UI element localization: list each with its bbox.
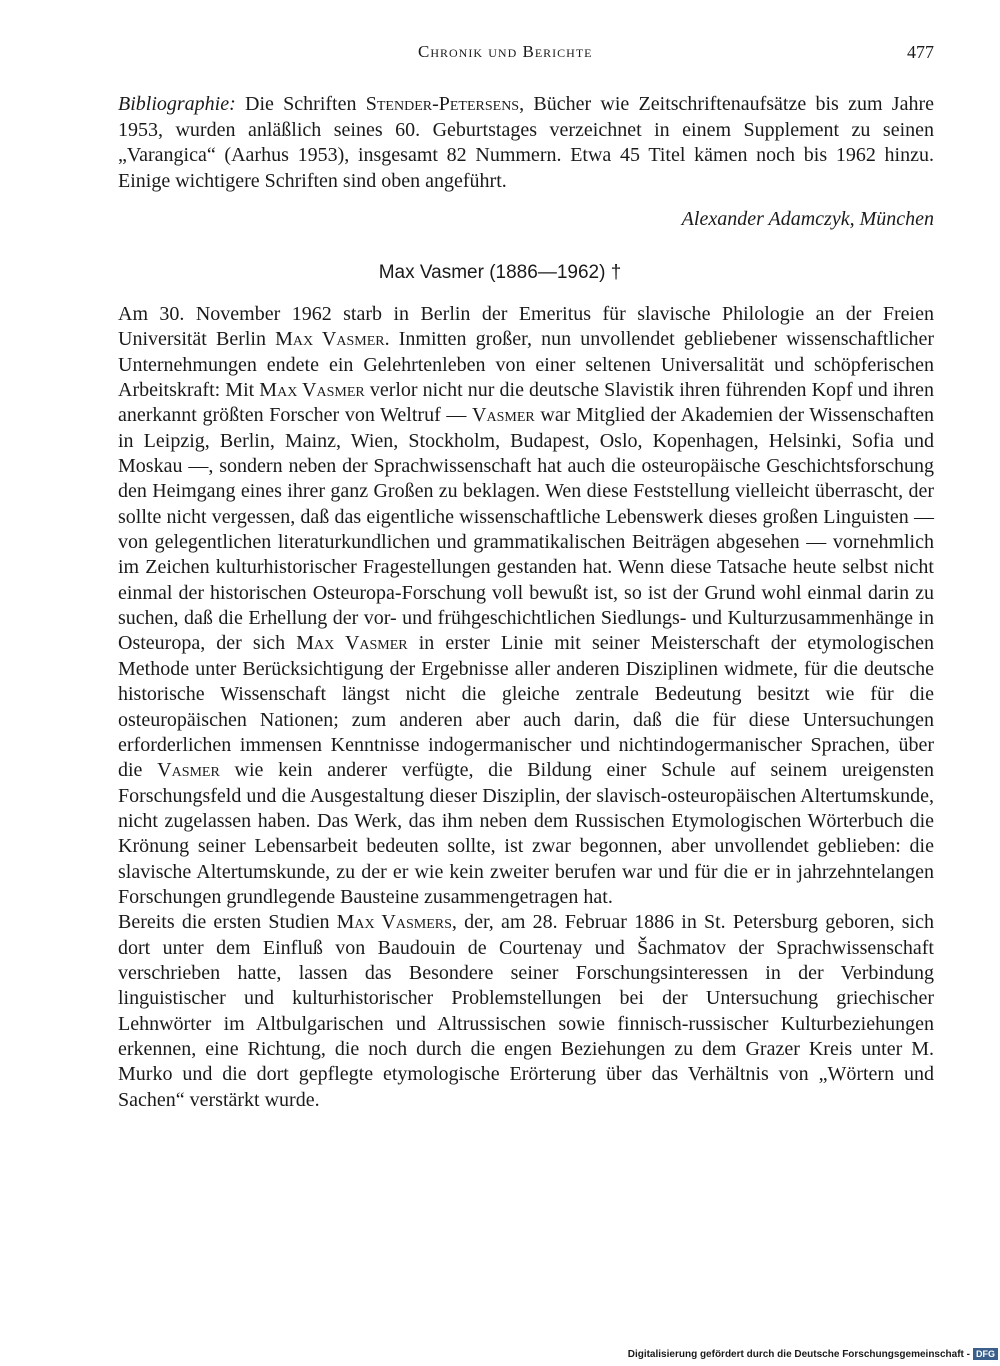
bibliography-label: Bibliographie: xyxy=(118,93,236,115)
name-run: Max Vasmer xyxy=(275,328,385,351)
bibliography-text: , Bücher wie Zeitschriftenaufsätze bis zum Jahre 1953, wurden anläßlich seines 60. Geburtstages verzeichnet in einem Supplement zu seinen „Varangica“ (Aarhus 1953), insgesamt 82 Nummern. Etwa 45 Titel kämen noch bis 1962 hinzu. Einige wichtigere Schriften sind oben angeführt. xyxy=(118,93,934,192)
author-signature: Alexander Adamczyk, München xyxy=(681,208,934,230)
bibliography-text: Die Schriften xyxy=(235,93,366,115)
page-number: 477 xyxy=(907,42,934,62)
name-run: Max Vasmers xyxy=(336,911,452,934)
name-run: Vasmer xyxy=(157,759,220,782)
obituary-title: Max Vasmer (1886—1962) † xyxy=(378,262,622,283)
text-run: Bereits die ersten Studien xyxy=(118,911,337,934)
text-run: , der, am 28. Februar 1886 in St. Petersburg geboren, sich dort unter dem Einfluß von Baudouin de Courtenay und Šachmatov der Sprachwissenschaft verschrieben hatte, lassen das Besondere seiner Forschungsinteressen in der Verbindung linguistischer und kulturhistorischer Problemstellungen bei der Untersuchung griechischer Lehnwörter im Altbulgarischen und Altrussischen sowie finnisch-russischer Kulturbeziehungen erkennen, eine Richtung, die noch durch die engen Beziehungen zu dem Grazer Kreis unter M. Murko und die dort gepflegte etymologische Erörterung über das Verhältnis von „Wörtern und Sachen“ verstärkt wurde. xyxy=(118,911,934,1111)
digitization-footer xyxy=(628,1348,998,1360)
text-run: verlor nicht nur die deutsche Slavistik ihren führenden Kopf und ihren anerkannt größten Forscher von Weltruf — xyxy=(118,379,934,427)
obituary-body xyxy=(118,302,934,1113)
bibliography-author-name: Stender-Petersens xyxy=(365,93,520,115)
text-run: wie kein anderer verfügte, die Bildung einer Schule auf seinem ureigensten Forschungsfeld und die Ausgestaltung dieser Disziplin, der slavisch-osteuropäischen Altertumskunde, nicht zugelassen haben. Das Werk, das ihm neben dem Russischen Etymologischen Wörterbuch die Krönung seiner Lebensarbeit bedeuten sollte, ist zwar begonnen, aber unvollendet geblieben: die slavische Altertumskunde, zu der er wie kein zweiter berufen war und für die er in jahrzehntelangen Forschungen grundlegende Bausteine zusammengetragen hat. xyxy=(118,759,935,908)
page-header xyxy=(118,42,934,66)
name-run: Max Vasmer xyxy=(296,632,408,655)
bibliography-paragraph xyxy=(118,92,934,194)
footer-credit: Digitalisierung gefördert durch die Deutsche Forschungsgemeinschaft - xyxy=(627,1348,970,1360)
name-run: Vasmer xyxy=(472,404,535,427)
text-run: war Mitglied der Akademien der Wissenschaften in Leipzig, Berlin, Mainz, Wien, Stockholm, Budapest, Oslo, Kopenhagen, Helsinki, Sofia und Moskau —, sondern neben der Sprachwissenschaft hat auch die osteuropäische Geschichtsforschung den Heimgang eines ihrer ganz Großen zu beklagen. Wen diese Feststellung vielleicht überrascht, der sollte nicht vergessen, daß das eigentliche wissenschaftliche Lebenswerk dieses großen Linguisten — von gelegentlichen literaturkundlichen und grammatikalischen Beiträgen abgesehen — vornehmlich im Zeichen kulturhistorischer Fragestellungen gestanden hat. Wenn diese Tatsache heute selbst nicht einmal der historischen Osteuropa-Forschung voll bewußt ist, so ist der Grund wohl einmal darin zu suchen, daß die Erhellung der vor- und frühgeschichtlichen Siedlungs- und Kulturzusammenhänge in Osteuropa, der sich xyxy=(118,404,934,655)
obituary-paragraph-2 xyxy=(118,910,934,1113)
dfg-logo: DFG xyxy=(973,1348,998,1360)
text-run: in erster Linie mit seiner Meisterschaft der etymologischen Methode unter Berücksichtigung der Ergebnisse aller anderen Disziplinen widmete, für die deutsche historische Wissenschaft längst nicht die gleiche zentrale Bedeutung besitzt wie für die osteuropäischen Nationen; zum anderen aber auch darin, daß die für diese Untersuchungen erforderlichen immensen Kenntnisse indogermanischer und nichtindogermanischer Sprachen, über die xyxy=(118,632,935,782)
running-head: Chronik und Berichte xyxy=(418,42,593,61)
text-run: . Inmitten großer, nun unvollendet gebliebener wissenschaftlicher Unternehmungen endete ein Gelehrtenleben von einer seltenen Universalität und schöpferischen Arbeitskraft: Mit xyxy=(118,328,935,402)
text-run: Am 30. November 1962 starb in Berlin der Emeritus für slavische Philologie an der Freien Universität Berlin xyxy=(118,303,934,351)
name-run: Max Vasmer xyxy=(259,379,365,402)
obituary-paragraph-1 xyxy=(118,302,934,910)
